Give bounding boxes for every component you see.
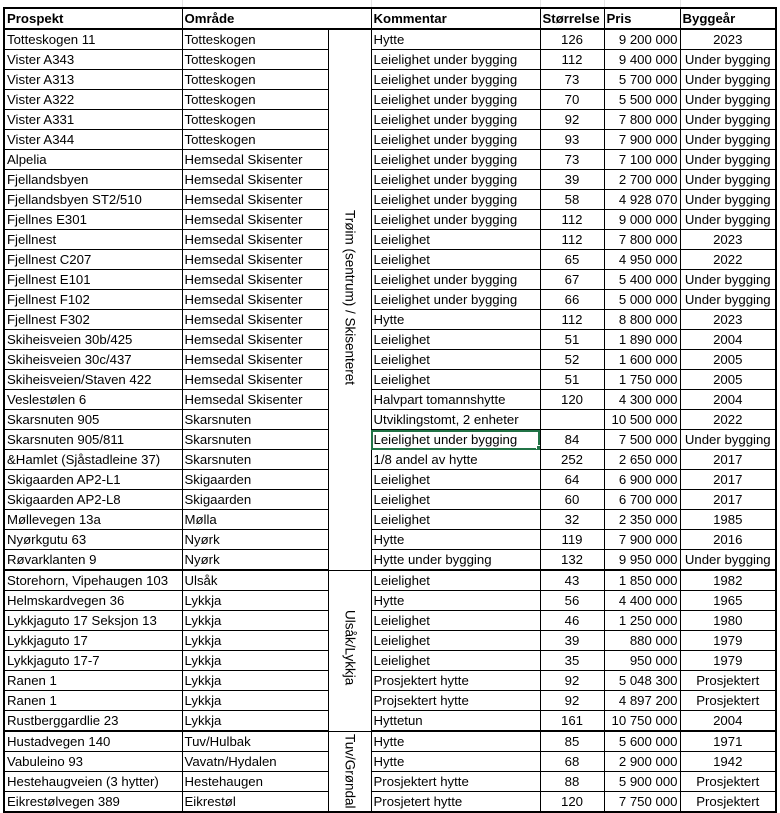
cell-storrelse[interactable]: 68 xyxy=(540,752,604,772)
cell-byggear[interactable]: 1979 xyxy=(680,651,776,671)
table-row xyxy=(4,752,776,772)
cell-pris[interactable]: 10 500 000 xyxy=(604,410,680,430)
cell-pris[interactable]: 2 900 000 xyxy=(604,752,680,772)
header-pris[interactable]: Pris xyxy=(604,8,680,29)
cell-kommentar[interactable]: Hytte xyxy=(371,731,540,752)
cell-byggear[interactable]: 2004 xyxy=(680,330,776,350)
cell-pris[interactable]: 4 400 000 xyxy=(604,591,680,611)
cell-kommentar[interactable]: Prosjektert hytte xyxy=(371,671,540,691)
cell-prospekt[interactable]: Skigaarden AP2-L1 xyxy=(4,470,182,490)
cell-byggear[interactable]: Prosjektert xyxy=(680,691,776,711)
cell-prospekt[interactable]: Helmskardvegen 36 xyxy=(4,591,182,611)
cell-prospekt[interactable]: Fjellnest F102 xyxy=(4,290,182,310)
cell-byggear[interactable]: 2023 xyxy=(680,310,776,330)
cell-pris[interactable]: 6 700 000 xyxy=(604,490,680,510)
cell-omrade[interactable]: Hemsedal Skisenter xyxy=(182,370,328,390)
cell-byggear[interactable]: 1979 xyxy=(680,631,776,651)
table-row xyxy=(4,330,776,350)
cell-pris[interactable]: 1 890 000 xyxy=(604,330,680,350)
region-merged-cell[interactable] xyxy=(328,570,371,731)
cell-omrade[interactable]: Hemsedal Skisenter xyxy=(182,290,328,310)
cell-pris[interactable]: 10 750 000 xyxy=(604,711,680,732)
cell-omrade[interactable]: Skarsnuten xyxy=(182,430,328,450)
cell-prospekt[interactable]: Vister A343 xyxy=(4,50,182,70)
cell-prospekt[interactable]: Skarsnuten 905/811 xyxy=(4,430,182,450)
cell-byggear[interactable]: 2023 xyxy=(680,29,776,50)
table-row xyxy=(4,711,776,732)
cell-omrade[interactable]: Vavatn/Hydalen xyxy=(182,752,328,772)
cell-omrade[interactable]: Totteskogen xyxy=(182,29,328,50)
cell-kommentar[interactable]: Leielighet under bygging xyxy=(371,90,540,110)
table-row xyxy=(4,70,776,90)
cell-pris[interactable]: 1 600 000 xyxy=(604,350,680,370)
cell-kommentar[interactable]: Hyttetun xyxy=(371,711,540,732)
cell-prospekt[interactable]: Hestehaugveien (3 hytter) xyxy=(4,772,182,792)
cell-kommentar[interactable]: Leielighet xyxy=(371,611,540,631)
cell-prospekt[interactable]: Skiheisveien 30b/425 xyxy=(4,330,182,350)
table-row xyxy=(4,90,776,110)
cell-omrade[interactable]: Hemsedal Skisenter xyxy=(182,250,328,270)
cell-kommentar[interactable]: Leielighet xyxy=(371,350,540,370)
cell-kommentar[interactable]: Hytte xyxy=(371,752,540,772)
table-row xyxy=(4,390,776,410)
table-row xyxy=(4,410,776,430)
cell-kommentar[interactable]: Prosjektert hytte xyxy=(371,772,540,792)
cell-storrelse[interactable]: 66 xyxy=(540,290,604,310)
cell-omrade[interactable]: Hemsedal Skisenter xyxy=(182,230,328,250)
cell-prospekt[interactable]: Skiheisveien 30c/437 xyxy=(4,350,182,370)
cell-omrade[interactable]: Ulsåk xyxy=(182,570,328,591)
table-row xyxy=(4,611,776,631)
table-row xyxy=(4,450,776,470)
cell-pris[interactable]: 2 650 000 xyxy=(604,450,680,470)
table-row xyxy=(4,731,776,752)
header-byggear[interactable]: Byggeår xyxy=(680,8,776,29)
cell-byggear[interactable]: Under bygging xyxy=(680,270,776,290)
cell-pris[interactable]: 7 750 000 xyxy=(604,792,680,813)
table-row xyxy=(4,510,776,530)
cell-storrelse[interactable]: 252 xyxy=(540,450,604,470)
cell-storrelse[interactable]: 112 xyxy=(540,310,604,330)
cell-pris[interactable]: 5 000 000 xyxy=(604,290,680,310)
cell-byggear[interactable]: Prosjektert xyxy=(680,772,776,792)
cell-kommentar[interactable]: Projsektert hytte xyxy=(371,691,540,711)
cell-omrade[interactable]: Hemsedal Skisenter xyxy=(182,270,328,290)
cell-omrade[interactable]: Mølla xyxy=(182,510,328,530)
cell-prospekt[interactable]: Rustberggardlie 23 xyxy=(4,711,182,732)
cell-byggear[interactable]: 1985 xyxy=(680,510,776,530)
cell-prospekt[interactable]: Lykkjaguto 17 xyxy=(4,631,182,651)
cell-kommentar[interactable]: Hytte xyxy=(371,29,540,50)
fill-handle[interactable] xyxy=(536,445,541,450)
cell-pris[interactable]: 5 400 000 xyxy=(604,270,680,290)
cell-storrelse[interactable]: 112 xyxy=(540,230,604,250)
cell-prospekt[interactable]: Alpelia xyxy=(4,150,182,170)
cell-prospekt[interactable]: Vister A313 xyxy=(4,70,182,90)
cell-storrelse[interactable]: 92 xyxy=(540,110,604,130)
cell-omrade[interactable]: Hestehaugen xyxy=(182,772,328,792)
cell-storrelse[interactable] xyxy=(540,410,604,430)
cell-storrelse[interactable]: 52 xyxy=(540,350,604,370)
cell-prospekt[interactable]: &Hamlet (Sjåstadleine 37) xyxy=(4,450,182,470)
cell-omrade[interactable]: Skigaarden xyxy=(182,470,328,490)
cell-omrade[interactable]: Lykkja xyxy=(182,651,328,671)
cell-kommentar[interactable]: Leielighet xyxy=(371,570,540,591)
table-row xyxy=(4,370,776,390)
table-row xyxy=(4,190,776,210)
cell-byggear[interactable]: 1980 xyxy=(680,611,776,631)
cell-storrelse[interactable]: 161 xyxy=(540,711,604,732)
cell-storrelse[interactable]: 93 xyxy=(540,130,604,150)
cell-storrelse[interactable]: 51 xyxy=(540,330,604,350)
table-row xyxy=(4,691,776,711)
cell-kommentar[interactable]: Leielighet xyxy=(371,631,540,651)
cell-byggear[interactable]: 1971 xyxy=(680,731,776,752)
cell-omrade[interactable]: Hemsedal Skisenter xyxy=(182,330,328,350)
cell-kommentar[interactable]: 1/8 andel av hytte xyxy=(371,450,540,470)
table-row xyxy=(4,671,776,691)
table-row xyxy=(4,792,776,813)
cell-storrelse[interactable]: 46 xyxy=(540,611,604,631)
cell-byggear[interactable]: 2005 xyxy=(680,350,776,370)
cell-pris[interactable]: 9 200 000 xyxy=(604,29,680,50)
cell-byggear[interactable]: 2005 xyxy=(680,370,776,390)
table-row xyxy=(4,570,776,591)
cell-prospekt[interactable]: Lykkjaguto 17-7 xyxy=(4,651,182,671)
cell-prospekt[interactable]: Skiheisveien/Staven 422 xyxy=(4,370,182,390)
cell-prospekt[interactable]: Skigaarden AP2-L8 xyxy=(4,490,182,510)
table-row xyxy=(4,550,776,571)
cell-pris[interactable]: 8 800 000 xyxy=(604,310,680,330)
cell-storrelse[interactable]: 126 xyxy=(540,29,604,50)
cell-byggear[interactable]: 1982 xyxy=(680,570,776,591)
cell-kommentar[interactable]: Leielighet under bygging xyxy=(371,270,540,290)
cell-storrelse[interactable]: 51 xyxy=(540,370,604,390)
table-row xyxy=(4,772,776,792)
property-listing-table xyxy=(3,7,777,813)
cell-kommentar[interactable]: Leielighet under bygging xyxy=(371,190,540,210)
table-row xyxy=(4,490,776,510)
cell-omrade[interactable]: Hemsedal Skisenter xyxy=(182,210,328,230)
cell-byggear[interactable]: Prosjektert xyxy=(680,792,776,813)
cell-prospekt[interactable]: Ranen 1 xyxy=(4,691,182,711)
cell-storrelse[interactable]: 119 xyxy=(540,530,604,550)
cell-pris[interactable]: 5 500 000 xyxy=(604,90,680,110)
region-merged-cell[interactable] xyxy=(328,731,371,812)
cell-kommentar[interactable]: Leielighet under bygging xyxy=(371,130,540,150)
cell-prospekt[interactable]: Vister A322 xyxy=(4,90,182,110)
cell-byggear[interactable]: Under bygging xyxy=(680,290,776,310)
cell-kommentar[interactable]: Hytte under bygging xyxy=(371,550,540,571)
cell-prospekt[interactable]: Totteskogen 11 xyxy=(4,29,182,50)
cell-byggear[interactable]: Under bygging xyxy=(680,70,776,90)
cell-byggear[interactable]: 2017 xyxy=(680,450,776,470)
cell-storrelse[interactable]: 112 xyxy=(540,50,604,70)
cell-storrelse[interactable]: 35 xyxy=(540,651,604,671)
cell-byggear[interactable]: 2004 xyxy=(680,711,776,732)
cell-storrelse[interactable]: 132 xyxy=(540,550,604,571)
cell-kommentar[interactable]: Utviklingstomt, 2 enheter xyxy=(371,410,540,430)
table-row xyxy=(4,29,776,50)
cell-pris[interactable]: 1 250 000 xyxy=(604,611,680,631)
cell-omrade[interactable]: Lykkja xyxy=(182,591,328,611)
cell-byggear[interactable]: 2022 xyxy=(680,410,776,430)
cell-omrade[interactable]: Hemsedal Skisenter xyxy=(182,170,328,190)
cell-pris[interactable]: 4 300 000 xyxy=(604,390,680,410)
cell-byggear[interactable]: 1942 xyxy=(680,752,776,772)
cell-pris[interactable]: 7 900 000 xyxy=(604,530,680,550)
cell-byggear[interactable]: Under bygging xyxy=(680,150,776,170)
cell-omrade[interactable]: Hemsedal Skisenter xyxy=(182,350,328,370)
cell-omrade[interactable]: Lykkja xyxy=(182,691,328,711)
cell-prospekt[interactable]: Veslestølen 6 xyxy=(4,390,182,410)
cell-prospekt[interactable]: Fjellnest C207 xyxy=(4,250,182,270)
cell-storrelse[interactable]: 84 xyxy=(540,430,604,450)
cell-pris[interactable]: 1 850 000 xyxy=(604,570,680,591)
table-row xyxy=(4,210,776,230)
cell-storrelse[interactable]: 92 xyxy=(540,691,604,711)
cell-prospekt[interactable]: Hustadvegen 140 xyxy=(4,731,182,752)
cell-storrelse[interactable]: 70 xyxy=(540,90,604,110)
cell-storrelse[interactable]: 88 xyxy=(540,772,604,792)
cell-kommentar[interactable]: Leielighet xyxy=(371,230,540,250)
cell-storrelse[interactable]: 60 xyxy=(540,490,604,510)
cell-kommentar[interactable]: Leielighet xyxy=(371,250,540,270)
cell-storrelse[interactable]: 120 xyxy=(540,390,604,410)
header-prospekt[interactable]: Prospekt xyxy=(4,8,182,29)
cell-byggear[interactable]: 2017 xyxy=(680,490,776,510)
cell-byggear[interactable]: Under bygging xyxy=(680,90,776,110)
cell-pris[interactable]: 9 950 000 xyxy=(604,550,680,571)
cell-omrade[interactable]: Totteskogen xyxy=(182,70,328,90)
cell-prospekt[interactable]: Fjellnest xyxy=(4,230,182,250)
cell-byggear[interactable]: Prosjektert xyxy=(680,671,776,691)
cell-byggear[interactable]: 2022 xyxy=(680,250,776,270)
cell-omrade[interactable]: Lykkja xyxy=(182,711,328,732)
cell-pris[interactable]: 9 000 000 xyxy=(604,210,680,230)
cell-byggear[interactable]: Under bygging xyxy=(680,210,776,230)
cell-pris[interactable]: 7 100 000 xyxy=(604,150,680,170)
cell-prospekt[interactable]: Vister A344 xyxy=(4,130,182,150)
cell-storrelse[interactable]: 85 xyxy=(540,731,604,752)
cell-byggear[interactable]: 2004 xyxy=(680,390,776,410)
cell-storrelse[interactable]: 73 xyxy=(540,70,604,90)
cell-prospekt[interactable]: Nyørkgutu 63 xyxy=(4,530,182,550)
table-row xyxy=(4,350,776,370)
cell-pris[interactable]: 5 900 000 xyxy=(604,772,680,792)
cell-kommentar[interactable]: Leielighet xyxy=(371,510,540,530)
cell-pris[interactable]: 5 600 000 xyxy=(604,731,680,752)
cell-pris[interactable]: 2 700 000 xyxy=(604,170,680,190)
cell-kommentar[interactable]: Leielighet xyxy=(371,330,540,350)
cell-pris[interactable]: 9 400 000 xyxy=(604,50,680,70)
table-row xyxy=(4,170,776,190)
table-row xyxy=(4,591,776,611)
cell-storrelse[interactable]: 58 xyxy=(540,190,604,210)
cell-storrelse[interactable]: 43 xyxy=(540,570,604,591)
table-row xyxy=(4,50,776,70)
cell-kommentar[interactable]: Hytte xyxy=(371,530,540,550)
cell-prospekt[interactable]: Møllevegen 13a xyxy=(4,510,182,530)
cell-omrade[interactable]: Skarsnuten xyxy=(182,450,328,470)
cell-storrelse[interactable]: 67 xyxy=(540,270,604,290)
cell-omrade[interactable]: Totteskogen xyxy=(182,130,328,150)
cell-prospekt[interactable]: Fjellnes E301 xyxy=(4,210,182,230)
cell-byggear[interactable]: Under bygging xyxy=(680,110,776,130)
cell-kommentar[interactable]: Leielighet under bygging xyxy=(371,210,540,230)
region-label: Trøim (sentrum) / Skisenteret xyxy=(342,209,358,385)
cell-pris[interactable]: 7 800 000 xyxy=(604,110,680,130)
cell-prospekt[interactable]: Fjellandsbyen ST2/510 xyxy=(4,190,182,210)
cell-pris[interactable]: 6 900 000 xyxy=(604,470,680,490)
cell-omrade[interactable]: Totteskogen xyxy=(182,90,328,110)
cell-omrade[interactable]: Hemsedal Skisenter xyxy=(182,390,328,410)
cell-prospekt[interactable]: Fjellnest F302 xyxy=(4,310,182,330)
cell-pris[interactable]: 950 000 xyxy=(604,651,680,671)
cell-prospekt[interactable]: Storehorn, Vipehaugen 103 xyxy=(4,570,182,591)
cell-pris[interactable]: 4 950 000 xyxy=(604,250,680,270)
cell-omrade[interactable]: Lykkja xyxy=(182,611,328,631)
cell-prospekt[interactable]: Lykkjaguto 17 Seksjon 13 xyxy=(4,611,182,631)
cell-omrade[interactable]: Totteskogen xyxy=(182,110,328,130)
table-row xyxy=(4,310,776,330)
cell-kommentar[interactable]: Leielighet xyxy=(371,370,540,390)
table-row xyxy=(4,530,776,550)
table-row xyxy=(4,250,776,270)
region-label: Ulsåk/Lykkja xyxy=(342,610,358,686)
cell-omrade[interactable]: Hemsedal Skisenter xyxy=(182,190,328,210)
cell-omrade[interactable]: Skigaarden xyxy=(182,490,328,510)
table-row xyxy=(4,470,776,490)
cell-kommentar[interactable]: Leielighet under bygging xyxy=(371,170,540,190)
cell-omrade[interactable]: Hemsedal Skisenter xyxy=(182,310,328,330)
table-row xyxy=(4,430,776,450)
table-row xyxy=(4,110,776,130)
cell-storrelse[interactable]: 32 xyxy=(540,510,604,530)
cell-pris[interactable]: 4 928 070 xyxy=(604,190,680,210)
header-kommentar[interactable]: Kommentar xyxy=(371,8,540,29)
cell-omrade[interactable]: Eikrestøl xyxy=(182,792,328,813)
cell-storrelse[interactable]: 120 xyxy=(540,792,604,813)
cell-kommentar[interactable]: Leielighet xyxy=(371,470,540,490)
cell-pris[interactable]: 4 897 200 xyxy=(604,691,680,711)
cell-pris[interactable]: 5 048 300 xyxy=(604,671,680,691)
cell-prospekt[interactable]: Fjellandsbyen xyxy=(4,170,182,190)
cell-storrelse[interactable]: 39 xyxy=(540,631,604,651)
cell-omrade[interactable]: Tuv/Hulbak xyxy=(182,731,328,752)
header-omrade[interactable]: Område xyxy=(182,8,371,29)
cell-pris[interactable]: 7 500 000 xyxy=(604,430,680,450)
cell-omrade[interactable]: Nyørk xyxy=(182,550,328,571)
cell-byggear[interactable]: 2017 xyxy=(680,470,776,490)
cell-storrelse[interactable]: 56 xyxy=(540,591,604,611)
cell-omrade[interactable]: Hemsedal Skisenter xyxy=(182,150,328,170)
cell-prospekt[interactable]: Ranen 1 xyxy=(4,671,182,691)
cell-pris[interactable]: 5 700 000 xyxy=(604,70,680,90)
region-label: Tuv/Grøndal xyxy=(342,733,358,809)
table-row xyxy=(4,230,776,250)
cell-byggear[interactable]: Under bygging xyxy=(680,550,776,571)
cell-pris[interactable]: 1 750 000 xyxy=(604,370,680,390)
cell-kommentar[interactable]: Leielighet xyxy=(371,490,540,510)
cell-storrelse[interactable]: 64 xyxy=(540,470,604,490)
cell-kommentar[interactable]: Leielighet under bygging xyxy=(371,430,540,450)
cell-byggear[interactable]: 2023 xyxy=(680,230,776,250)
cell-prospekt[interactable]: Røvarklanten 9 xyxy=(4,550,182,571)
cell-storrelse[interactable]: 112 xyxy=(540,210,604,230)
table-row xyxy=(4,150,776,170)
table-body xyxy=(4,29,776,812)
cell-prospekt[interactable]: Eikrestølvegen 389 xyxy=(4,792,182,813)
header-storrelse[interactable]: Størrelse xyxy=(540,8,604,29)
cell-byggear[interactable]: Under bygging xyxy=(680,190,776,210)
cell-storrelse[interactable]: 73 xyxy=(540,150,604,170)
cell-omrade[interactable]: Lykkja xyxy=(182,671,328,691)
cell-byggear[interactable]: Under bygging xyxy=(680,170,776,190)
cell-kommentar[interactable]: Leielighet under bygging xyxy=(371,150,540,170)
cell-byggear[interactable]: 2016 xyxy=(680,530,776,550)
cell-pris[interactable]: 7 800 000 xyxy=(604,230,680,250)
cell-kommentar[interactable]: Halvpart tomannshytte xyxy=(371,390,540,410)
cell-prospekt[interactable]: Vabuleino 93 xyxy=(4,752,182,772)
cell-kommentar[interactable]: Prosjetert hytte xyxy=(371,792,540,813)
cell-prospekt[interactable]: Fjellnest E101 xyxy=(4,270,182,290)
cell-pris[interactable]: 880 000 xyxy=(604,631,680,651)
cell-kommentar[interactable]: Hytte xyxy=(371,310,540,330)
cell-byggear[interactable]: Under bygging xyxy=(680,430,776,450)
table-row xyxy=(4,130,776,150)
cell-storrelse[interactable]: 39 xyxy=(540,170,604,190)
table-row xyxy=(4,631,776,651)
cell-kommentar[interactable]: Leielighet under bygging xyxy=(371,110,540,130)
cell-kommentar[interactable]: Leielighet under bygging xyxy=(371,70,540,90)
header-row xyxy=(4,8,776,29)
cell-kommentar[interactable]: Leielighet under bygging xyxy=(371,290,540,310)
cell-omrade[interactable]: Totteskogen xyxy=(182,50,328,70)
table-row xyxy=(4,651,776,671)
cell-omrade[interactable]: Nyørk xyxy=(182,530,328,550)
cell-byggear[interactable]: Under bygging xyxy=(680,50,776,70)
cell-pris[interactable]: 7 900 000 xyxy=(604,130,680,150)
table-row xyxy=(4,270,776,290)
table-row xyxy=(4,290,776,310)
cell-storrelse[interactable]: 65 xyxy=(540,250,604,270)
cell-storrelse[interactable]: 92 xyxy=(540,671,604,691)
cell-pris[interactable]: 2 350 000 xyxy=(604,510,680,530)
cell-byggear[interactable]: 1965 xyxy=(680,591,776,611)
cell-prospekt[interactable]: Vister A331 xyxy=(4,110,182,130)
region-merged-cell[interactable] xyxy=(328,29,371,570)
cell-kommentar[interactable]: Hytte xyxy=(371,591,540,611)
cell-kommentar[interactable]: Leielighet under bygging xyxy=(371,50,540,70)
cell-byggear[interactable]: Under bygging xyxy=(680,130,776,150)
cell-omrade[interactable]: Skarsnuten xyxy=(182,410,328,430)
cell-omrade[interactable]: Lykkja xyxy=(182,631,328,651)
cell-prospekt[interactable]: Skarsnuten 905 xyxy=(4,410,182,430)
cell-kommentar[interactable]: Leielighet xyxy=(371,651,540,671)
